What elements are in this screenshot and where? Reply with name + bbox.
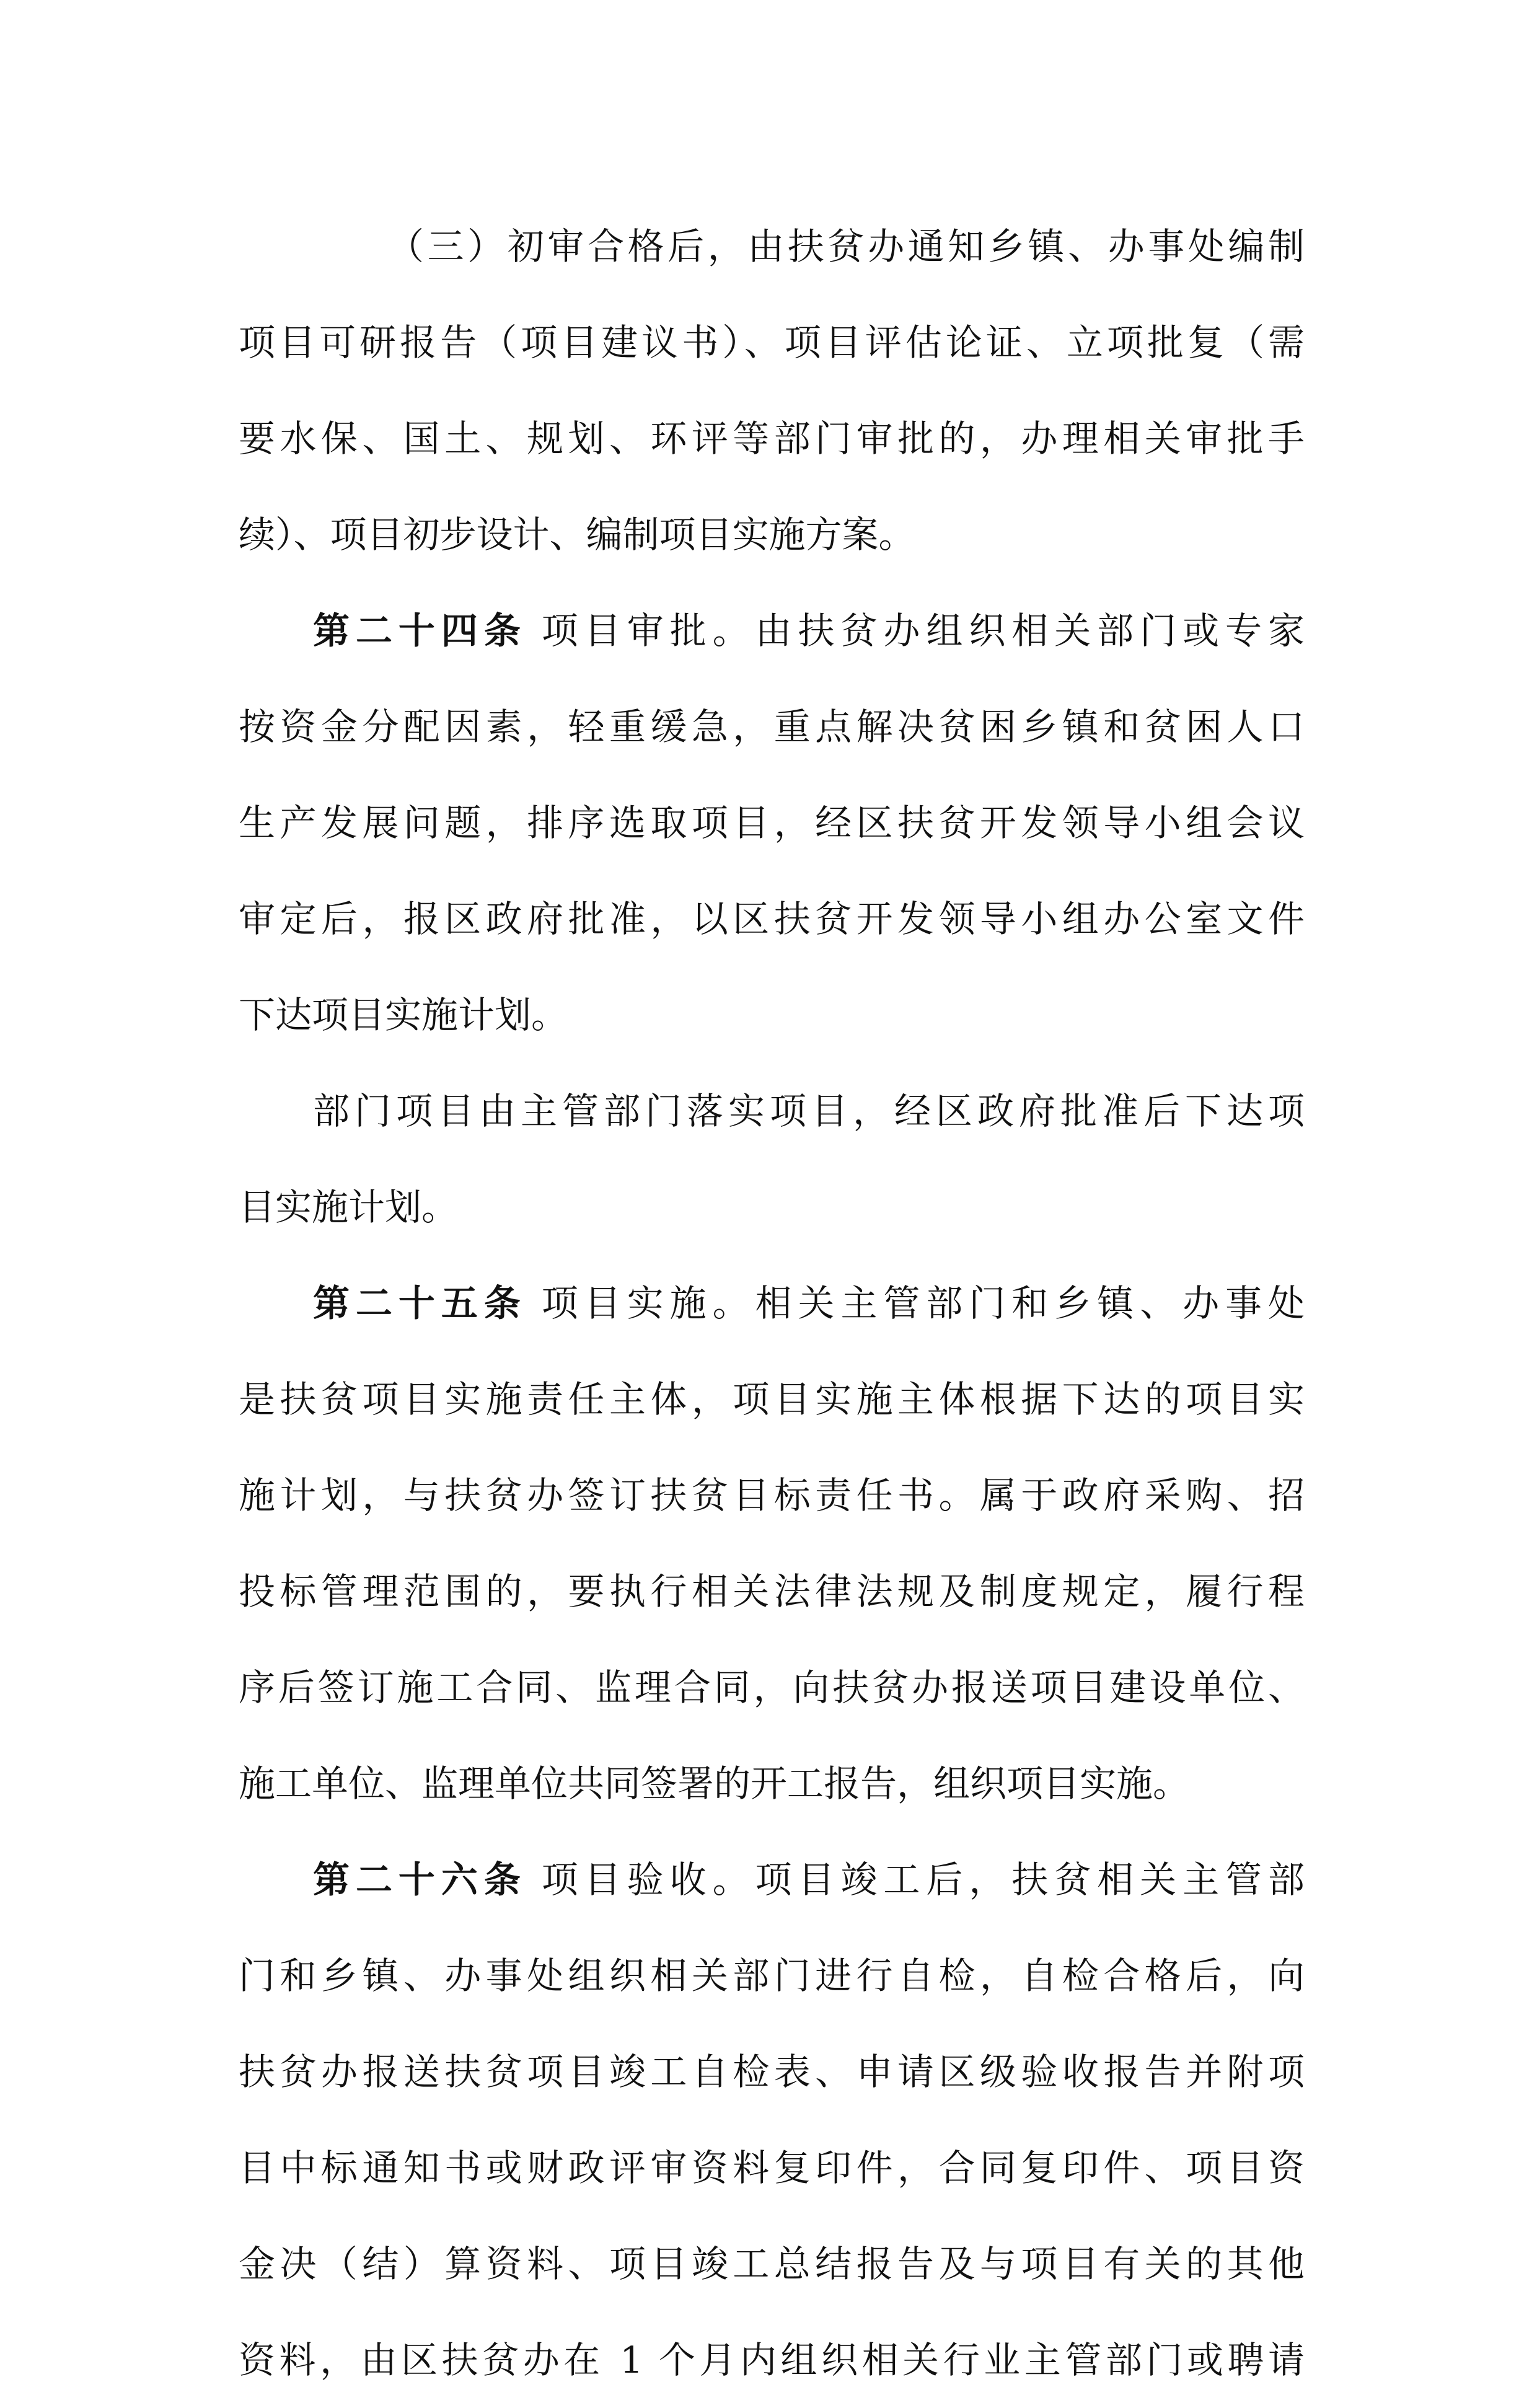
text-line: 是扶贫项目实施责任主体，项目实施主体根据下达的项目实 — [239, 1378, 1305, 1421]
article-heading: 第二十四条 — [313, 609, 527, 652]
text-line: 审定后，报区政府批准，以区扶贫开发领导小组办公室文件 — [239, 897, 1305, 940]
text-line: 生产发展问题，排序选取项目，经区扶贫开发领导小组会议 — [239, 801, 1305, 844]
text-line: 续）、项目初步设计、编制项目实施方案。 — [239, 513, 915, 556]
text-line: 资料，由区扶贫办在 1 个月内组织相关行业主管部门或聘请 — [239, 2339, 1305, 2381]
text-line: 下达项目实施计划。 — [239, 994, 568, 1036]
text-line: 项目可研报告（项目建议书）、项目评估论证、立项批复（需 — [239, 321, 1305, 364]
text-line: 部门项目由主管部门落实项目，经区政府批准后下达项 — [313, 1090, 1305, 1132]
text-line: 按资金分配因素，轻重缓急，重点解决贫困乡镇和贫困人口 — [239, 705, 1305, 748]
text-line: 金决（结）算资料、项目竣工总结报告及与项目有关的其他 — [239, 2243, 1305, 2285]
text-line: 门和乡镇、办事处组织相关部门进行自检，自检合格后，向 — [239, 1954, 1305, 1997]
text-line: 目中标通知书或财政评审资料复印件，合同复印件、项目资 — [239, 2146, 1305, 2189]
article-heading: 第二十六条 — [313, 1858, 527, 1901]
article-heading: 第二十五条 — [313, 1282, 527, 1325]
text-line: 扶贫办报送扶贫项目竣工自检表、申请区级验收报告并附项 — [239, 2050, 1305, 2093]
text-line: 施工单位、监理单位共同签署的开工报告，组织项目实施。 — [239, 1762, 1190, 1805]
text-line: 序后签订施工合同、监理合同，向扶贫办报送项目建设单位、 — [239, 1666, 1305, 1709]
article-26-first-line: 第二十六条 项目验收。项目竣工后，扶贫相关主管部 — [313, 1858, 1305, 1901]
article-24-first-line: 第二十四条 项目审批。由扶贫办组织相关部门或专家 — [313, 609, 1305, 652]
document-body — [239, 198, 1305, 2408]
text-line: 施计划，与扶贫办签订扶贫目标责任书。属于政府采购、招 — [239, 1474, 1305, 1517]
text-line: 投标管理范围的，要执行相关法律法规及制度规定，履行程 — [239, 1570, 1305, 1613]
text-line: 要水保、国土、规划、环评等部门审批的，办理相关审批手 — [239, 417, 1305, 460]
article-25-first-line: 第二十五条 项目实施。相关主管部门和乡镇、办事处 — [313, 1282, 1305, 1325]
text-line: （三）初审合格后，由扶贫办通知乡镇、办事处编制 — [387, 225, 1305, 268]
text-line: 目实施计划。 — [239, 1186, 459, 1228]
